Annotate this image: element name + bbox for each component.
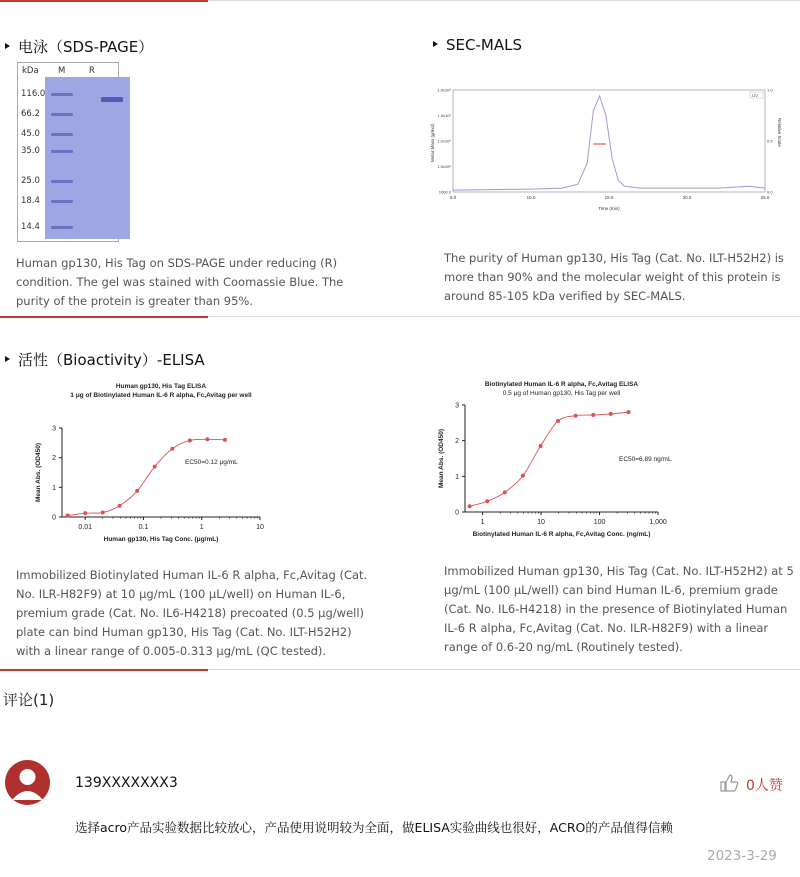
y-tick-label: 2 — [52, 455, 56, 463]
comment-username: 139XXXXXXX3 — [75, 775, 178, 791]
marker-label: 18.4 — [21, 196, 40, 206]
data-point — [135, 489, 139, 493]
chart-subtitle: 1 μg of Biotinylated Human IL-6 R alpha, Fc,Avitag per well — [70, 392, 252, 399]
data-point — [503, 490, 507, 494]
secmals-xlabel: Time (min) — [598, 206, 620, 211]
y-tick-label: 3 — [455, 402, 459, 410]
marker-label: 66.2 — [21, 109, 40, 119]
y-tick-label: 1 — [455, 473, 459, 481]
y-tick-label: 3 — [52, 425, 56, 433]
data-point — [556, 419, 560, 423]
data-point — [101, 511, 105, 515]
elisa-chart-right — [435, 376, 675, 546]
secmals-caption: The purity of Human gp130, His Tag (Cat. No. ILT-H52H2) is more than 90% and the molecular weight of this protein is around 85-105 kDa verified by SEC-MALS. — [444, 251, 784, 303]
bullet-triangle-icon — [5, 356, 10, 362]
marker-band — [51, 133, 73, 136]
y-tick-label: 0 — [52, 514, 56, 522]
elisa-chart-left — [20, 380, 264, 550]
gel-lane-area — [45, 77, 130, 239]
legend-label: UV — [752, 93, 759, 98]
x-tick-label: 100 — [593, 519, 606, 526]
marker-label: 14.4 — [21, 222, 40, 232]
top-divider — [0, 0, 800, 6]
comment-text: 选择acro产品实验数据比较放心，产品使用说明较为全面，做ELISA实验曲线也很好，ACRO的产品值得信赖 — [75, 820, 673, 835]
y-tick-label: 1.0x10⁶ — [437, 138, 451, 144]
user-silhouette-icon — [5, 760, 50, 805]
ec50-annotation: EC50=6.89 ng/mL — [619, 456, 672, 463]
x-tick-label: 0.1 — [138, 524, 149, 531]
marker-band — [51, 93, 73, 96]
x-tick-label: 10 — [256, 524, 264, 531]
data-point — [591, 413, 595, 417]
bullet-triangle-icon — [433, 41, 438, 47]
secmals-chart — [420, 84, 780, 214]
data-point — [188, 438, 192, 442]
y-tick-label: 1000.0 — [438, 189, 451, 195]
x-tick-label: 10 — [537, 519, 545, 526]
thumbs-up-icon — [718, 772, 740, 794]
data-point — [468, 504, 472, 508]
data-point — [626, 410, 630, 414]
bio-caption-left: Immobilized Biotinylated Human IL-6 R alpha, Fc,Avitag (Cat. No. ILR-H82F9) at 10 μg/mL (100 μL/well) on Human IL-6, premium grade (Cat. No. IL6-H4218) precoated (0.5 μg/well) plate can bind Human gp130, His Tag (Cat. No. ILT-H52H2) with a linear range of 0.005-0.313 μg/mL (QC tested). — [16, 568, 368, 658]
y-right-tick-label: 1.0 — [767, 87, 773, 93]
marker-band — [51, 150, 73, 153]
data-point — [223, 438, 227, 442]
marker-label: 45.0 — [21, 129, 40, 139]
secmals-ylabel: Molar Mass (g/mol) — [430, 123, 435, 162]
gel-m-label: M — [58, 66, 66, 76]
y-tick-label: 1.0x10⁵ — [437, 164, 451, 169]
data-point — [170, 447, 174, 451]
bio-caption-right: Immobilized Human gp130, His Tag (Cat. No. ILT-H52H2) at 5 μg/mL (100 μL/well) can bind Human IL-6, premium grade (Cat. No. IL6-H4218) in the presence of Biotinylated Human IL-6 R alpha, Fc,Avitag (Cat. No. ILR-H82F9) with a linear range of 0.6-20 ng/mL (Routinely tested). — [444, 564, 794, 654]
secmals-ylabel-right: Relative Scale — [777, 118, 782, 147]
gel-r-label: R — [89, 66, 95, 76]
sds-title: 电泳（SDS-PAGE） — [5, 36, 153, 57]
like-count: 0人赞 — [746, 778, 783, 794]
y-axis-label: Mean Abs. (OD450) — [438, 429, 445, 488]
marker-band — [51, 200, 73, 203]
y-right-tick-label: 0.5 — [767, 138, 773, 144]
x-tick-label: 1 — [199, 524, 204, 531]
x-tick-label: 10.0 — [526, 195, 536, 200]
marker-band — [51, 226, 73, 229]
data-point — [153, 465, 157, 469]
fit-curve — [68, 439, 225, 515]
x-tick-label: 20.0 — [682, 195, 692, 200]
x-tick-label: 25.0 — [760, 195, 770, 200]
data-point — [609, 412, 613, 416]
y-right-tick-label: 0.0 — [767, 189, 773, 195]
x-tick-label: 0.01 — [78, 524, 93, 531]
comments-divider — [0, 669, 800, 670]
marker-band — [51, 113, 73, 116]
data-point — [118, 504, 122, 508]
x-tick-label: 1,000 — [649, 519, 667, 526]
y-axis-label: Mean Abs. (OD450) — [35, 443, 42, 502]
ec50-annotation: EC50=0.12 μg/mL — [185, 459, 238, 466]
y-tick-label: 2 — [455, 438, 459, 446]
bio-title: 活性（Bioactivity）-ELISA — [5, 349, 205, 370]
user-avatar[interactable] — [5, 760, 50, 805]
data-point — [521, 474, 525, 478]
data-point — [539, 444, 543, 448]
x-tick-label: 5.0 — [449, 195, 457, 200]
sds-caption: Human gp130, His Tag on SDS-PAGE under reducing (R) condition. The gel was stained with Coomassie Blue. The purity of the protein is greater than 95%. — [16, 256, 344, 308]
gel-kda-label: kDa — [22, 66, 39, 76]
y-tick-label: 1 — [52, 484, 56, 492]
y-tick-label: 1.0x10⁷ — [437, 113, 451, 118]
x-tick-label: 15.0 — [604, 195, 614, 200]
bullet-triangle-icon — [5, 43, 10, 49]
x-axis-label: Human gp130, His Tag Conc. (μg/mL) — [103, 536, 219, 543]
sds-gel-image — [17, 62, 119, 242]
secmals-title: SEC-MALS — [433, 36, 522, 54]
data-point — [574, 414, 578, 418]
like-button[interactable] — [718, 772, 783, 795]
marker-label: 116.0 — [21, 89, 46, 99]
x-tick-label: 1 — [480, 519, 485, 526]
chart-title: Human gp130, His Tag ELISA — [115, 383, 207, 390]
bio-divider — [0, 316, 800, 317]
marker-band — [51, 180, 73, 183]
data-point — [205, 437, 209, 441]
sample-band — [101, 97, 123, 102]
marker-label: 35.0 — [21, 146, 40, 156]
data-point — [83, 511, 87, 515]
comment-date: 2023-3-29 — [707, 848, 777, 864]
fit-curve — [470, 412, 629, 506]
y-tick-label: 0 — [455, 509, 459, 517]
data-point — [485, 499, 489, 503]
chart-subtitle: 0.5 μg of Human gp130, His Tag per well — [502, 390, 621, 397]
marker-label: 25.0 — [21, 176, 40, 186]
x-axis-label: Biotinylated Human IL-6 R alpha, Fc,Avitag Conc. (ng/mL) — [472, 531, 651, 538]
data-point — [66, 514, 70, 518]
comments-title: 评论(1) — [3, 691, 55, 709]
chart-title: Biotinylated Human IL-6 R alpha, Fc,Avitag ELISA — [484, 381, 639, 388]
y-tick-label: 1.0x10⁸ — [437, 87, 451, 93]
